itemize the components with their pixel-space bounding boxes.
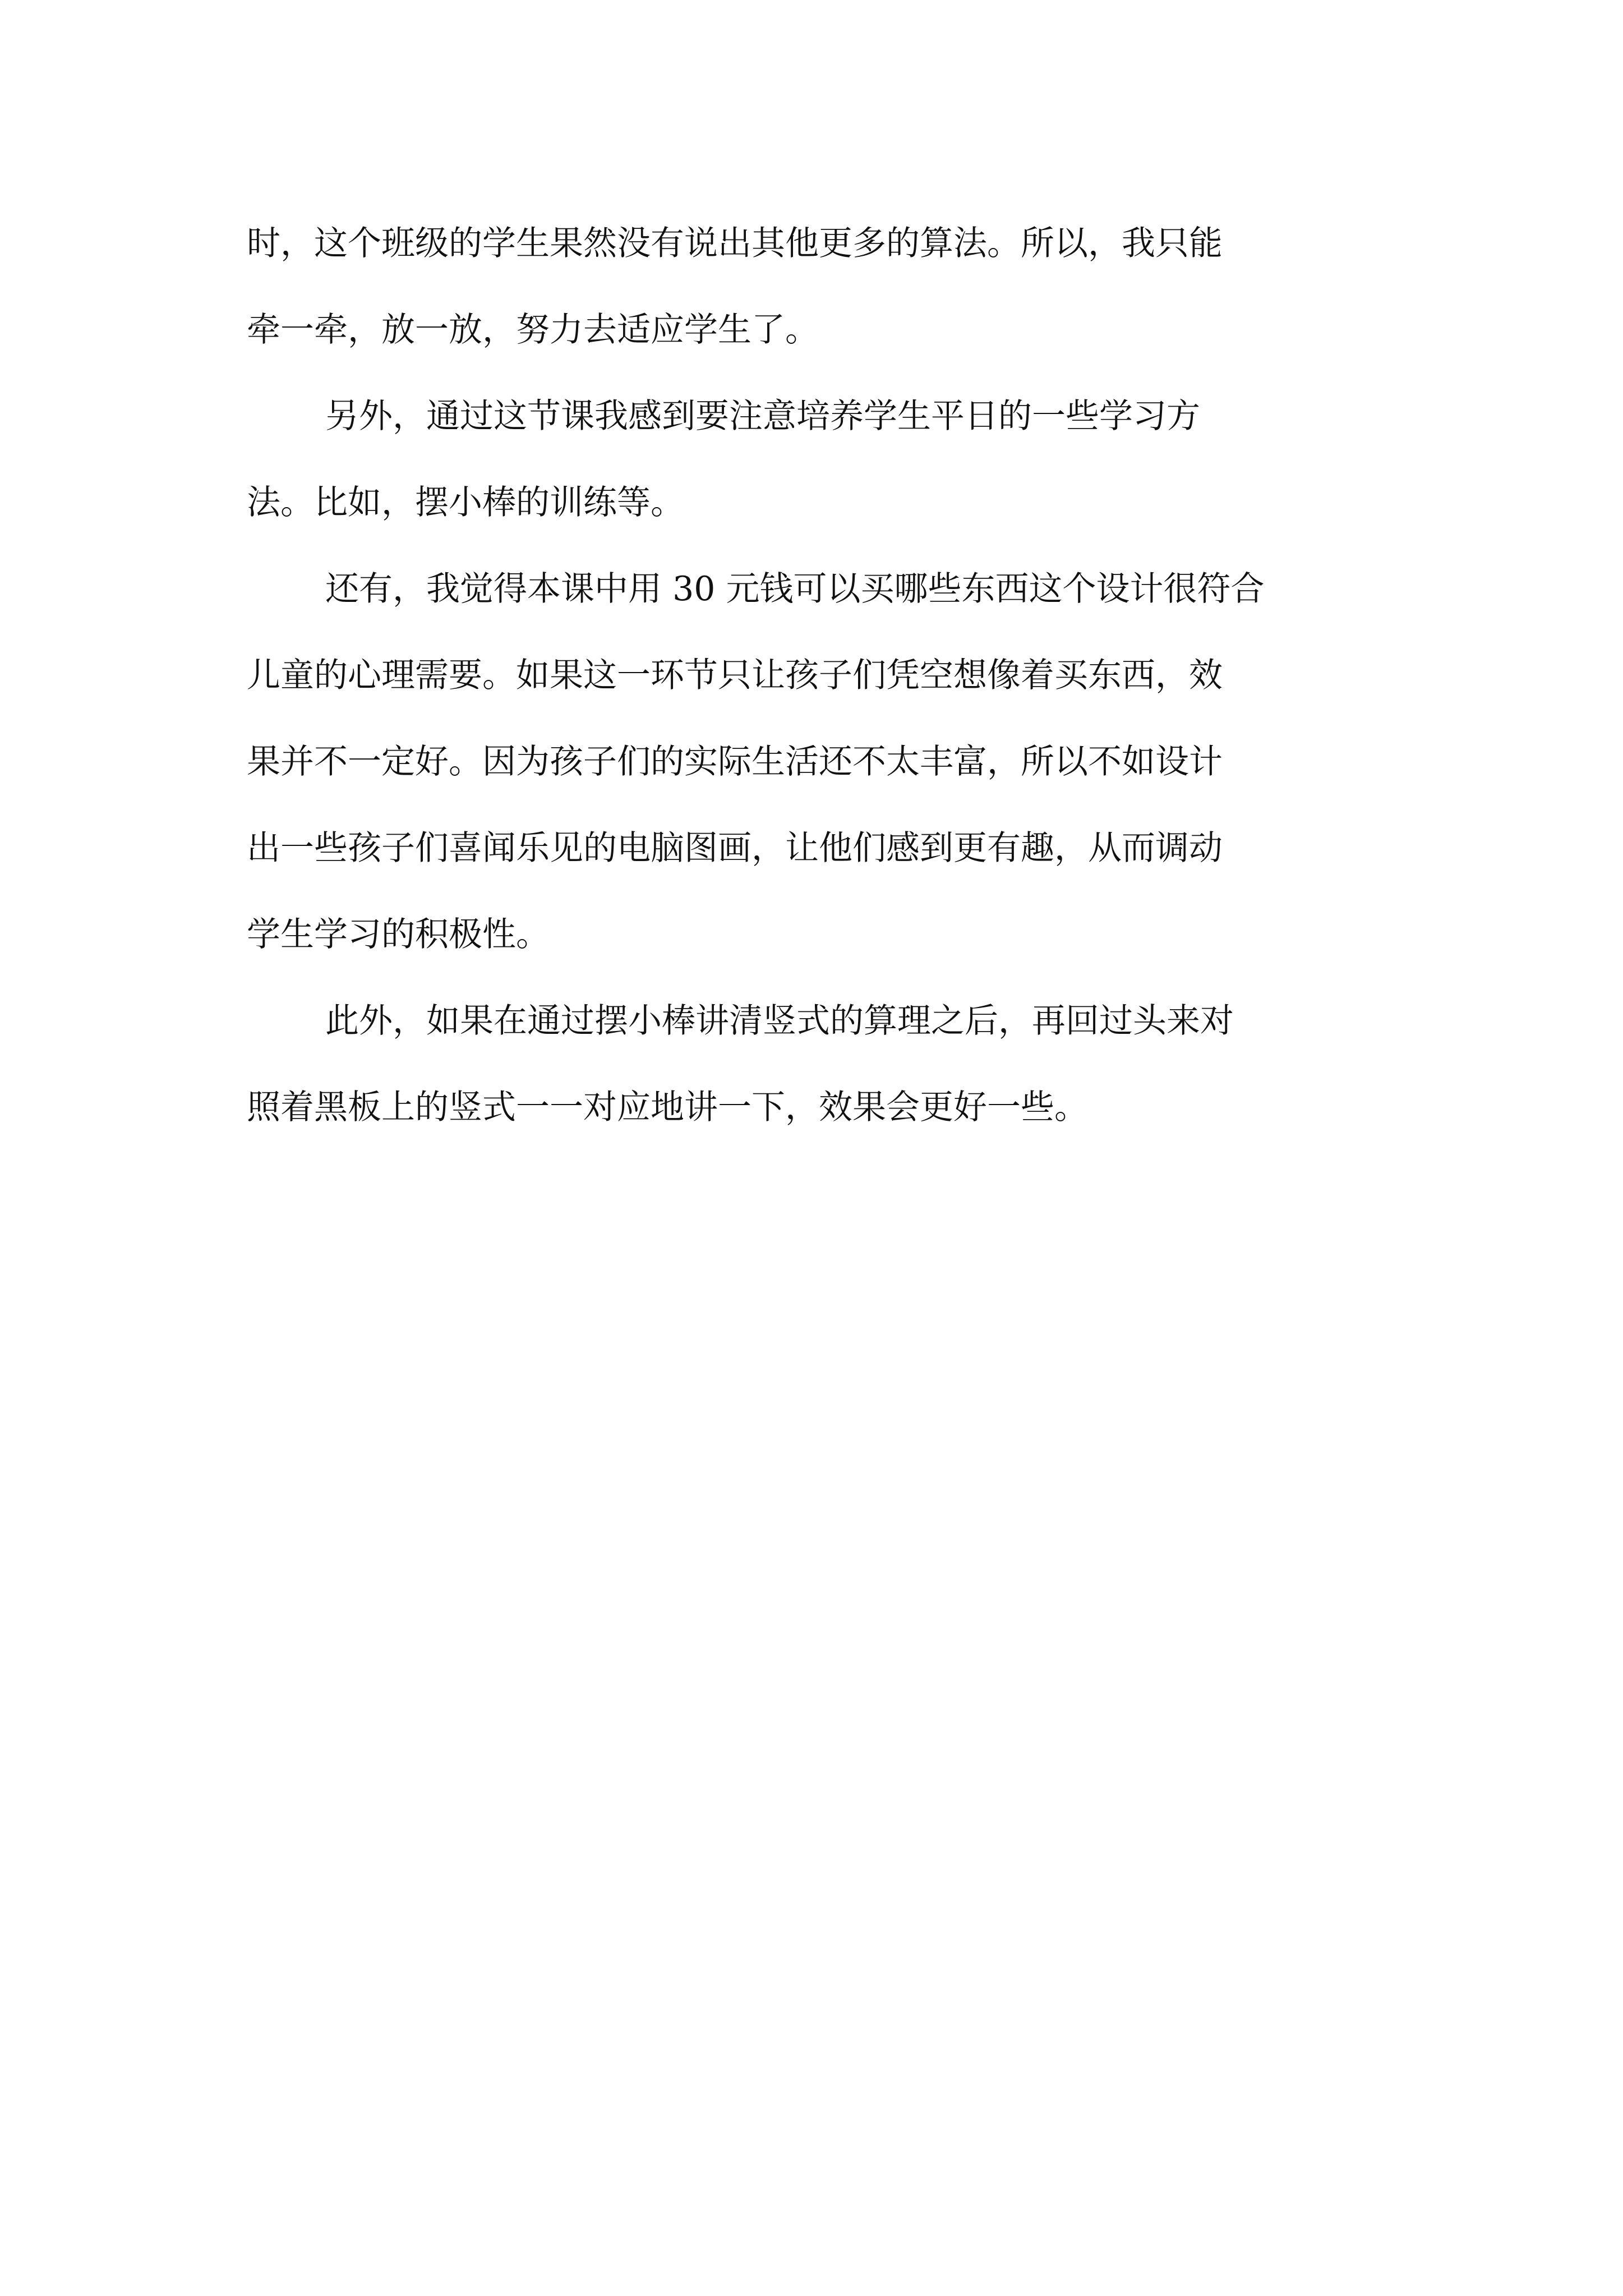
text-line: 时，这个班级的学生果然没有说出其他更多的算法。所以，我只能 xyxy=(247,224,1223,263)
paragraph-start-line: 此外，如果在通过摆小棒讲清竖式的算理之后，再回过头来对 xyxy=(325,1001,1234,1041)
paragraph-start-line: 还有，我觉得本课中用 30 元钱可以买哪些东西这个设计很符合 xyxy=(325,569,1265,609)
text-line: 学生学习的积极性。 xyxy=(247,915,550,954)
text-line: 果并不一定好。因为孩子们的实际生活还不太丰富，所以不如设计 xyxy=(247,742,1223,781)
text-line: 法。比如，摆小棒的训练等。 xyxy=(247,483,684,522)
text-line: 照着黑板上的竖式一一对应地讲一下，效果会更好一些。 xyxy=(247,1088,1088,1127)
paragraph-start-line: 另外，通过这节课我感到要注意培养学生平日的一些学习方 xyxy=(325,397,1200,436)
document-body xyxy=(247,209,1391,1159)
text-line: 儿童的心理需要。如果这一环节只让孩子们凭空想像着买东西，效 xyxy=(247,656,1223,695)
text-line: 出一些孩子们喜闻乐见的电脑图画，让他们感到更有趣，从而调动 xyxy=(247,829,1223,868)
text-line: 牵一牵，放一放，努力去适应学生了。 xyxy=(247,310,819,349)
